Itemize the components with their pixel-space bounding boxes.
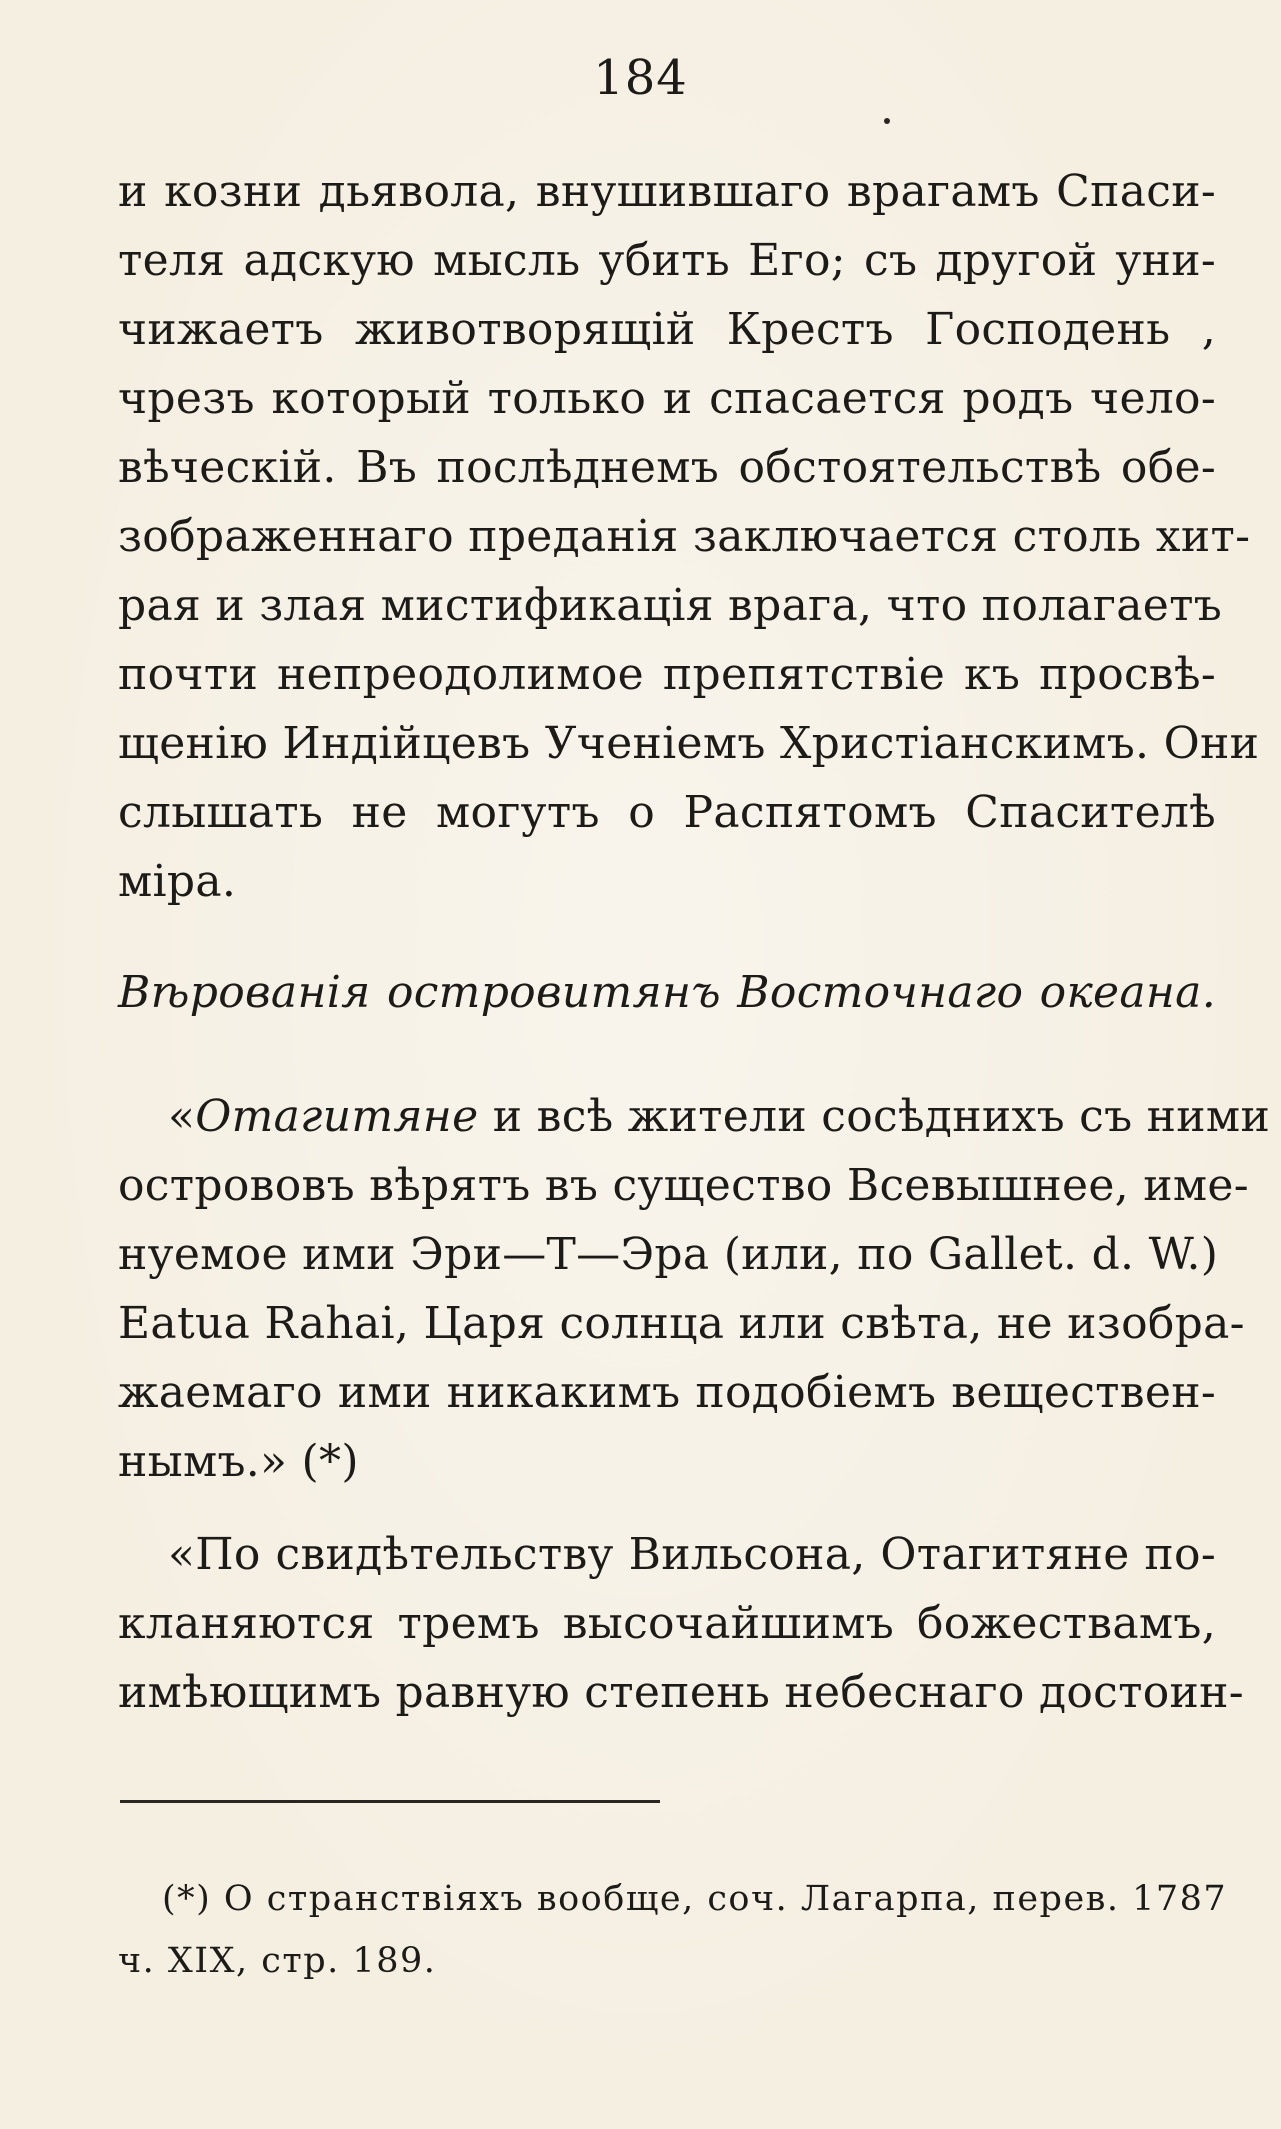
text-line: кланяются тремъ высочайшимъ божествамъ,: [118, 1598, 1216, 1649]
footnote-line: ч. XIX, стр. 189.: [118, 1941, 437, 1981]
text-line: Eatua Rahai, Царя солнца или свѣта, не изобра-: [118, 1298, 1245, 1349]
footnote: [118, 1868, 1228, 1992]
text-line: нымъ.» (*): [118, 1436, 359, 1487]
italic-term: Отагитяне: [195, 1091, 479, 1142]
text-line: вѣческій. Въ послѣднемъ обстоятельствѣ обе-: [118, 442, 1216, 493]
text-line: міра.: [118, 856, 237, 907]
page-number: 184: [593, 50, 688, 106]
section-heading: [118, 958, 1216, 1027]
text-line: чрезъ который только и спасается родъ чело-: [118, 373, 1216, 424]
text-fragment: и всѣ жители сосѣднихъ съ ними: [478, 1091, 1271, 1142]
text-line: зображеннаго преданія заключается столь хит-: [118, 511, 1251, 562]
text-line: [118, 1082, 1271, 1151]
text-line: слышать не могутъ о Распятомъ Спасителѣ: [118, 787, 1216, 838]
paragraph-2: [118, 1082, 1271, 1496]
text-line: щенію Индійцевъ Ученіемъ Христіанскимъ. Они: [118, 718, 1260, 769]
text-line: имѣющимъ равную степень небеснаго достоин-: [118, 1667, 1244, 1718]
opening-quote: «: [168, 1091, 196, 1142]
paragraph-1: [118, 157, 1260, 916]
text-line: жаемаго ими никакимъ подобіемъ веществен-: [118, 1367, 1216, 1418]
footnote-divider: [120, 1800, 660, 1803]
section-heading-text: Вѣрованія островитянъ Восточнаго океана.: [118, 967, 1216, 1018]
text-line: теля адскую мысль убить Его; съ другой уни-: [118, 235, 1216, 286]
text-line: рая и злая мистификація врага, что полагаетъ: [118, 580, 1223, 631]
text-line: нуемое ими Эри—Т—Эра (или, по Gallet. d. W.): [118, 1229, 1219, 1280]
text-line: почти непреодолимое препятствіе къ просвѣ-: [118, 649, 1216, 700]
footnote-line: (*) О странствіяхъ вообще, соч. Лагарпа, перев. 1787: [162, 1879, 1228, 1919]
text-line: «По свидѣтельству Вильсона, Отагитяне по-: [168, 1529, 1216, 1580]
text-line: острововъ вѣрятъ въ существо Всевышнее, име-: [118, 1160, 1249, 1211]
text-line: и козни дьявола, внушившаго врагамъ Спаси-: [118, 166, 1216, 217]
ink-speck: [884, 118, 890, 124]
paragraph-3: [118, 1520, 1244, 1727]
text-line: чижаетъ животворящій Крестъ Господень ,: [118, 304, 1216, 355]
